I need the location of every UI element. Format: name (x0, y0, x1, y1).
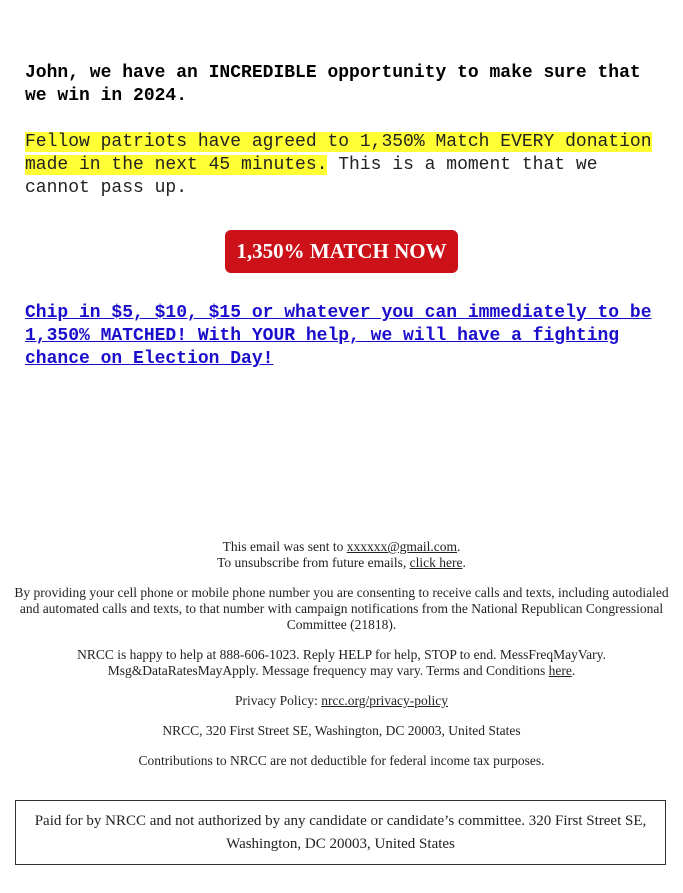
sent-to-text: This email was sent to (222, 539, 347, 554)
match-paragraph-tail: This is a moment that we cannot pass up. (25, 155, 598, 198)
chip-in-link[interactable]: Chip in $5, $10, $15 or whatever you can immediately to be 1,350% MATCHED! With YOUR help, we will have a fighting chance on Election Day! (25, 303, 652, 369)
unsubscribe-link[interactable]: click here (409, 555, 463, 570)
cta-container (0, 230, 683, 273)
privacy-label: Privacy Policy: (234, 693, 322, 708)
footer-sent-unsubscribe (10, 539, 673, 571)
privacy-policy-link[interactable]: nrcc.org/privacy-policy (321, 693, 449, 708)
terms-link[interactable]: here (548, 663, 572, 678)
email-footer (10, 539, 673, 783)
match-now-button[interactable]: 1,350% MATCH NOW (225, 230, 457, 273)
help-suffix: . (571, 663, 576, 678)
consent-text: By providing your cell phone or mobile phone number you are consenting to receive calls and texts, including autodialed and automated calls and texts, to that number with campaign notifications from the National Republican Congressional Committee (21818). (14, 585, 669, 632)
privacy-paragraph (10, 693, 673, 709)
address-text: NRCC, 320 First Street SE, Washington, DC 20003, United States (162, 723, 521, 738)
help-text: NRCC is happy to help at 888-606-1023. Reply HELP for help, STOP to end. MessFreqMayVary. Msg&DataRatesMayApply. Message frequency may vary. Terms and Conditions (77, 647, 606, 678)
chip-in-paragraph (25, 302, 655, 371)
intro-text: John, we have an INCREDIBLE opportunity to make sure that we win in 2024. (25, 63, 641, 106)
recipient-email-link[interactable]: xxxxxx@gmail.com (346, 539, 458, 554)
match-paragraph (25, 131, 665, 200)
deductible-text: Contributions to NRCC are not deductible for federal income tax purposes. (138, 753, 545, 768)
unsubscribe-suffix: . (462, 555, 466, 570)
help-paragraph (10, 647, 673, 679)
sent-to-suffix: . (457, 539, 461, 554)
paid-for-box: Paid for by NRCC and not authorized by any candidate or candidate’s committee. 320 First Street SE, Washington, DC 20003, United States (15, 800, 666, 865)
highlighted-match-text: Fellow patriots have agreed to 1,350% Match EVERY donation made in the next 45 minutes. (25, 132, 652, 175)
unsubscribe-text: To unsubscribe from future emails, (217, 555, 410, 570)
